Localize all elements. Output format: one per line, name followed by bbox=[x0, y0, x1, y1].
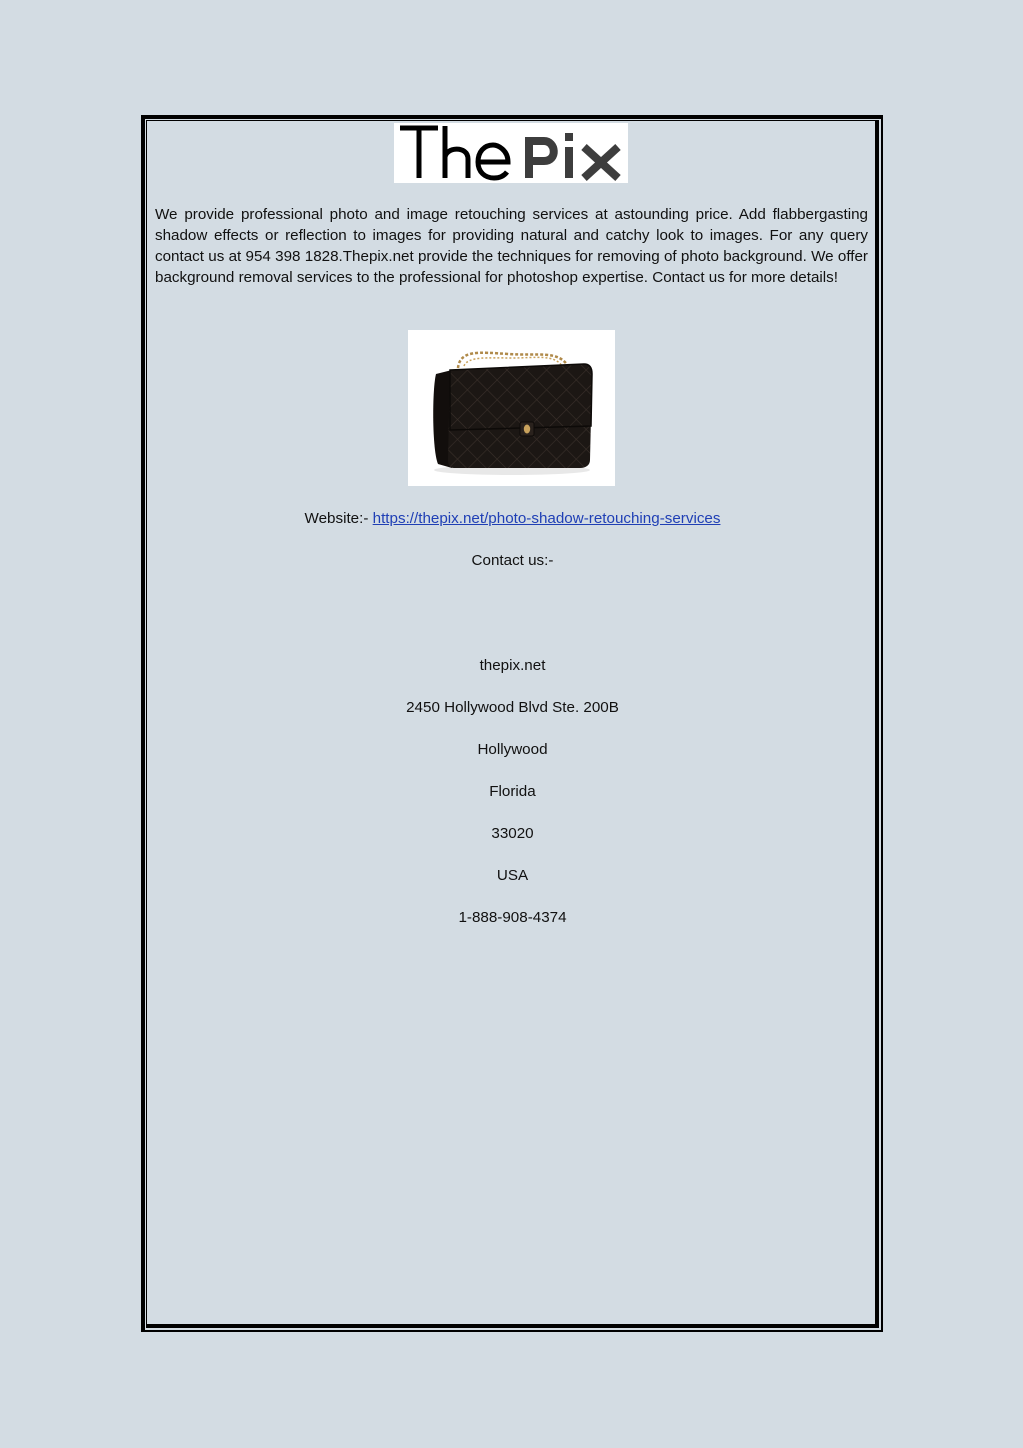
contact-zip: 33020 bbox=[491, 825, 534, 842]
contact-domain: thepix.net bbox=[479, 657, 546, 674]
intro-paragraph: We provide professional photo and image retouching services at astounding price. Add flabbergasting shadow effects or reflection to images for providing natural and catchy look to images. For any query contact us at 954 398 1828.Thepix.net provide the techniques for removing of photo background. We offer background removal services to the professional for photoshop expertise. Contact us for more details! bbox=[155, 206, 868, 286]
handbag-product-image bbox=[408, 330, 615, 486]
logo-word-pix bbox=[529, 133, 618, 178]
website-link[interactable]: https://thepix.net/photo-shadow-retouching-services bbox=[372, 510, 721, 527]
contact-heading: Contact us:- bbox=[471, 552, 554, 569]
contact-city: Hollywood bbox=[477, 741, 548, 758]
page-border-inner bbox=[146, 120, 879, 1328]
logo-word-the bbox=[400, 126, 508, 178]
website-label: Website:- bbox=[304, 510, 369, 527]
contact-phone: 1-888-908-4374 bbox=[458, 909, 567, 926]
contact-country: USA bbox=[496, 867, 529, 884]
contact-street: 2450 Hollywood Blvd Ste. 200B bbox=[406, 699, 619, 716]
contact-state: Florida bbox=[489, 783, 536, 800]
the-pix-logo bbox=[394, 123, 628, 183]
website-line bbox=[146, 509, 879, 529]
